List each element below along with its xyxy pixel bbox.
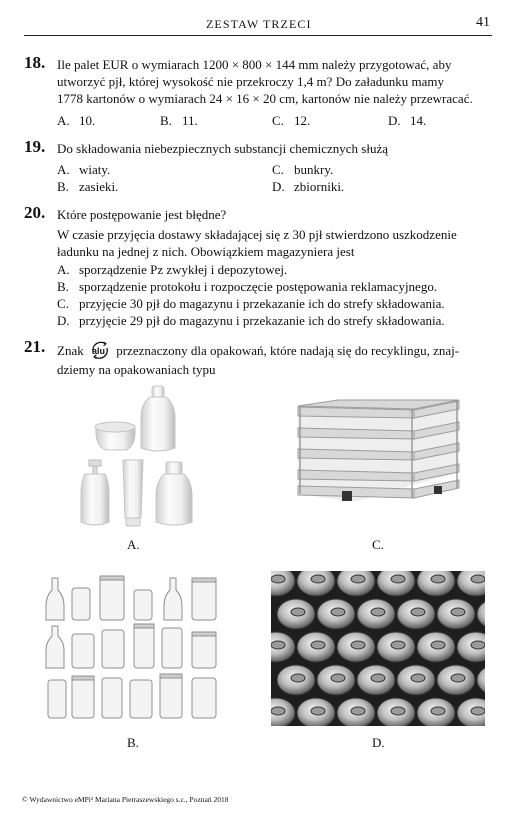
can-tab [351,575,365,583]
can-tab [371,608,385,616]
can-tab [271,641,285,649]
option-text: przyjęcie 30 pjł do magazynu i przekazanie ich do strefy składowania. [79,296,445,311]
option-text: bunkry. [294,162,334,177]
question-text: Które postępowanie jest błędne? [57,207,227,222]
can-tab [351,641,365,649]
image-caption-c: C. [372,537,384,552]
aluminium-cans-image[interactable] [271,571,485,726]
can-tab [451,608,465,616]
context-line: ładunku na jednej z nich. Obowiązkiem magazyniera jest [57,244,355,259]
question-number: 18. [24,53,46,72]
option-letter: A. [57,262,70,277]
option-text: 10. [79,113,96,128]
question-20 [24,203,492,223]
context-line: W czasie przyjęcia dostawy składającej się z 30 pjł stwierdzono uszkodzenie [57,227,457,242]
can-tab [391,575,405,583]
answer-option-d[interactable] [57,313,445,329]
question-line: utworzyć pjł, której wysokość nie przekroczy 1,4 m? Do załadunku mamy [57,74,444,89]
can-tab [371,674,385,682]
option-text: sporządzenie protokołu i rozpoczęcie postępowania reklamacyjnego. [79,279,438,294]
option-text: zbiorniki. [294,179,345,194]
option-text: wiaty. [79,162,111,177]
answer-option-c[interactable] [272,113,310,129]
copyright-footer: © Wydawnictwo eMPi² Mariana Pietraszewskiego s.c., Poznań 2018 [22,795,229,804]
answer-option-b[interactable] [57,279,437,295]
question-text-part: przeznaczony dla opakowań, które nadają się do recyklingu, znaj- [116,343,460,358]
can-tab [271,707,285,715]
answer-option-b[interactable] [160,113,198,129]
image-caption-d: D. [372,735,385,750]
question-21 [24,337,492,378]
answer-option-d[interactable] [272,179,344,195]
answer-option-c[interactable] [57,296,445,312]
can-tab [311,575,325,583]
can-tab [331,608,345,616]
can-tab [291,608,305,616]
can-tab [311,641,325,649]
can-tab [391,707,405,715]
image-caption-a: A. [127,537,140,552]
question-text-part: Znak [57,343,84,358]
option-letter: A. [57,113,70,128]
can-tab [411,608,425,616]
option-letter: D. [57,313,70,328]
header-title: ZESTAW TRZECI [206,17,312,31]
option-text: sporządzenie Pz zwykłej i depozytowej. [79,262,288,277]
answer-option-c[interactable] [272,162,333,178]
answer-option-b[interactable] [57,179,118,195]
option-text: przyjęcie 29 pjł do magazynu i przekazanie ich do strefy składowania. [79,313,445,328]
page-header [24,15,492,36]
image-caption-b: B. [127,735,139,750]
option-text: 11. [182,113,198,128]
can-tab [331,674,345,682]
can-tab [431,707,445,715]
can-tab [351,707,365,715]
question-text [57,340,492,378]
question-number: 19. [24,137,46,156]
option-letter: C. [272,162,284,177]
option-letter: C. [272,113,284,128]
question-context [57,226,492,260]
option-letter: D. [388,113,401,128]
question-18 [24,53,492,107]
can-top [271,571,295,596]
can-tab [291,674,305,682]
can-tab [451,674,465,682]
glass-jars-image[interactable] [42,574,222,724]
can-tab [471,575,485,583]
option-letter: D. [272,179,285,194]
can-tab [431,575,445,583]
question-text: Do składowania niebezpiecznych substancji chemicznych służą [57,141,389,156]
question-number: 20. [24,203,46,222]
option-text: 12. [294,113,311,128]
can-tab [471,707,485,715]
answer-option-a[interactable] [57,162,110,178]
can-tab [391,641,405,649]
answer-option-d[interactable] [388,113,426,129]
answer-option-a[interactable] [57,262,287,278]
alu-symbol-text: alu [91,346,105,356]
option-letter: B. [57,179,69,194]
can-tab [431,641,445,649]
can-tab [411,674,425,682]
can-tab [271,575,285,583]
can-top [457,571,485,596]
answer-option-a[interactable] [57,113,95,129]
option-text: zasieki. [79,179,119,194]
question-number: 21. [24,337,46,356]
option-text: 14. [410,113,427,128]
can-top [477,665,485,695]
wooden-crate-image[interactable] [294,398,464,508]
page-number: 41 [476,15,490,30]
question-line: Ile palet EUR o wymiarach 1200 × 800 × 144 mm należy przygotować, aby [57,57,452,72]
option-letter: A. [57,162,70,177]
can-tab [471,641,485,649]
option-letter: C. [57,296,69,311]
option-letter: B. [160,113,172,128]
question-text [57,56,492,107]
question-19 [24,137,492,157]
alu-recycling-icon [89,340,111,360]
option-letter: B. [57,279,69,294]
question-text-part: dziemy na opakowaniach typu [57,362,216,377]
can-tab [311,707,325,715]
can-top [477,599,485,629]
plastic-containers-image[interactable] [60,382,210,532]
question-line: 1778 kartonów o wymiarach 24 × 16 × 20 cm, kartonów nie należy przewracać. [57,91,473,106]
